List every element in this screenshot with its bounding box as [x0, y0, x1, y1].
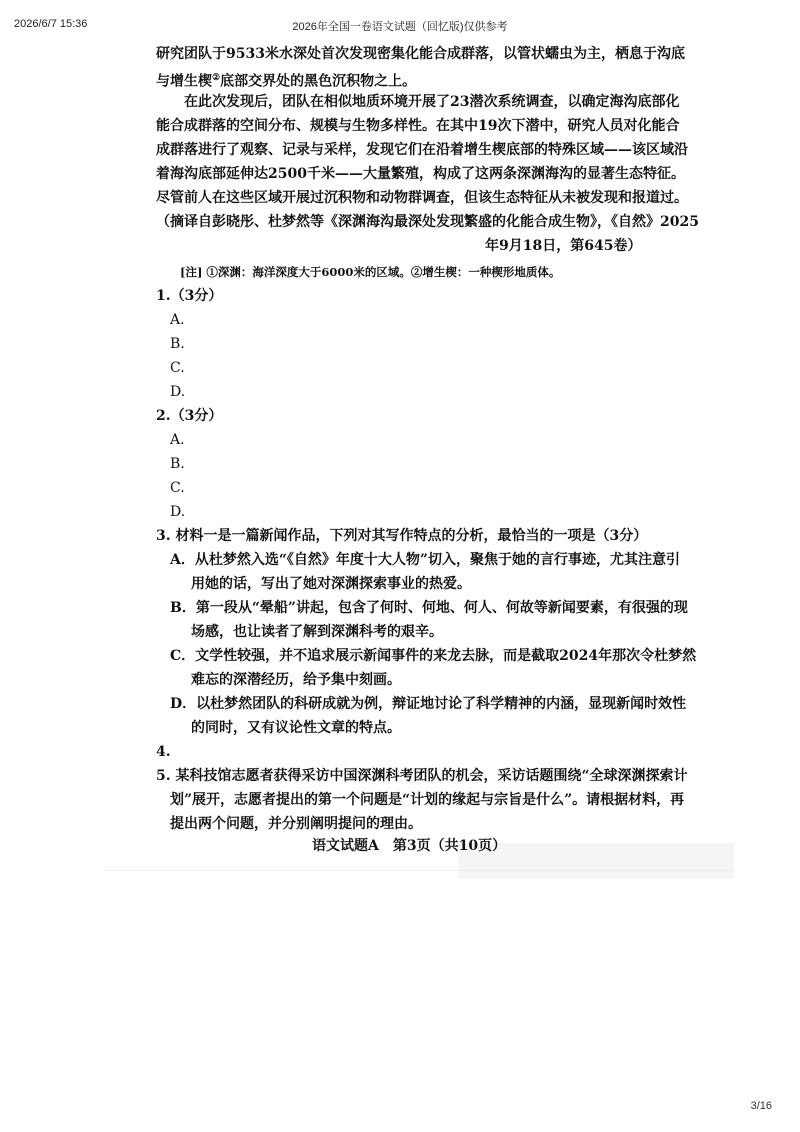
bottom-rule: [104, 870, 734, 871]
passage-line: 成群落进行了观察、记录与采样，发现它们在沿着增生楔底部的特殊区域——该区域沿: [156, 142, 688, 158]
question-4: 4.: [156, 744, 171, 760]
passage-line: 在此次发现后，团队在相似地质环境开展了23潜次系统调查，以确定海沟底部化: [184, 94, 680, 110]
option-b: B.: [170, 336, 185, 352]
option-c: C.: [170, 360, 185, 376]
option-b: B．第一段从“晕船”讲起，包含了何时、何地、何人、何故等新闻要素，有很强的现: [170, 600, 688, 616]
option-a-cont: 用她的话，写出了她对深渊探索事业的热爱。: [191, 576, 471, 592]
document-header-title: 2026年全国一卷语文试题（回忆版)仅供参考: [292, 21, 508, 33]
option-b: B.: [170, 456, 185, 472]
question-stem: 1.（3分）: [156, 288, 223, 304]
question-stem: 5. 某科技馆志愿者获得采访中国深渊科考团队的机会，采访话题围绕“全球深渊探索计: [156, 768, 688, 784]
passage-line: [156, 68, 416, 92]
question-stem: 3. 材料一是一篇新闻作品，下列对其写作特点的分析，最恰当的一项是（3分）: [156, 528, 648, 544]
passage-line: 研究团队于9533米水深处首次发现密集化能合成群落，以管状蠕虫为主，栖息于沟底: [156, 46, 685, 62]
viewer-page-number: 3/16: [750, 1100, 772, 1112]
question-stem-cont: 提出两个问题，并分别阐明提问的理由。: [170, 816, 422, 832]
option-c-cont: 难忘的深潜经历，给予集中刻画。: [191, 672, 401, 688]
question-stem-cont: 划”展开，志愿者提出的第一个问题是“计划的缘起与宗旨是什么”。请根据材料，再: [170, 792, 685, 808]
option-a: A.: [170, 432, 185, 448]
page-footer: 语文试题A 第3页（共10页）: [312, 838, 507, 854]
question-stem: 2.（3分）: [156, 408, 223, 424]
option-d: D．以杜梦然团队的科研成就为例，辩证地讨论了科学精神的内涵，显现新闻时效性: [170, 696, 687, 712]
citation-line: （摘译自彭晓彤、杜梦然等《深渊海沟最深处发现繁盛的化能合成生物》，《自然》2025: [156, 214, 699, 230]
print-datetime: 2026/6/7 15:36: [14, 18, 88, 30]
option-b-cont: 场感，也让读者了解到深渊科考的艰辛。: [191, 624, 443, 640]
passage-text: 底部交界处的黑色沉积物之上。: [220, 73, 417, 90]
footnote: [注] ①深渊：海洋深度大于6000米的区域。②增生楔：一种楔形地质体。: [180, 265, 561, 279]
option-a: A．从杜梦然入选“《自然》年度十大人物”切入，聚焦于她的言行事迹，尤其注意引: [170, 552, 680, 568]
passage-line: 能合成群落的空间分布、规模与生物多样性。在其中19次下潜中，研究人员对化能合: [156, 118, 680, 134]
option-d-cont: 的同时，又有议论性文章的特点。: [191, 720, 401, 736]
citation-line: 年9月18日，第645卷）: [485, 238, 642, 254]
option-c: C.: [170, 480, 185, 496]
passage-line: 尽管前人在这些区域开展过沉积物和动物群调查，但该生态特征从未被发现和报道过。: [156, 190, 688, 206]
passage-text: 与增生楔: [156, 73, 212, 90]
passage-line: 着海沟底部延伸达2500千米——大量繁殖，构成了这两条深渊海沟的显著生态特征。: [156, 166, 685, 182]
option-d: D.: [170, 504, 186, 520]
option-a: A.: [170, 312, 185, 328]
option-d: D.: [170, 384, 186, 400]
footnote-marker: ②: [212, 73, 221, 83]
option-c: C．文学性较强，并不追求展示新闻事件的来龙去脉，而是截取2024年那次令杜梦然: [170, 648, 697, 664]
